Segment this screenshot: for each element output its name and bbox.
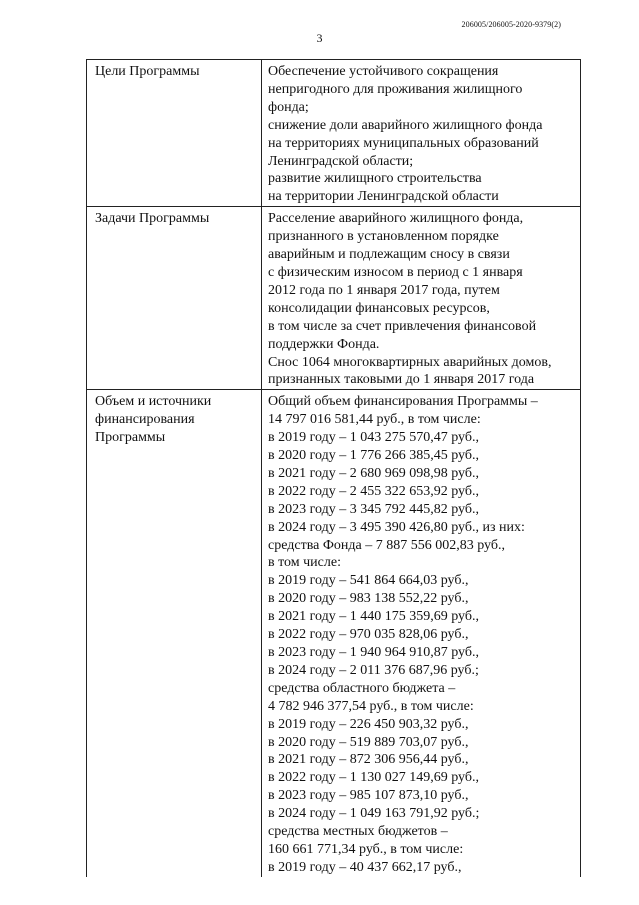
- row-content-line: поддержки Фонда.: [268, 336, 380, 352]
- row-content-line: признанных таковыми до 1 января 2017 года: [268, 372, 535, 388]
- row-content-line: фонда;: [268, 99, 309, 115]
- row-content-line: в 2024 году – 1 049 163 791,92 руб.;: [268, 806, 480, 822]
- row-label-cell: [87, 60, 262, 207]
- row-content-line: в 2022 году – 970 035 828,06 руб.,: [268, 627, 469, 643]
- row-content-line: в 2021 году – 872 306 956,44 руб.,: [268, 752, 469, 768]
- row-label-cell: [87, 390, 262, 877]
- row-content-line: в 2022 году – 2 455 322 653,92 руб.,: [268, 483, 479, 499]
- row-funding: [87, 390, 581, 877]
- program-passport-table: [86, 59, 581, 877]
- row-content-line: на территории Ленинградской области: [268, 189, 499, 205]
- row-content-line: в 2023 году – 985 107 873,10 руб.,: [268, 788, 469, 804]
- row-content-line: в 2019 году – 1 043 275 570,47 руб.,: [268, 430, 479, 446]
- row-label-line: Объем и источники: [95, 394, 212, 410]
- row-content-line: в 2019 году – 226 450 903,32 руб.,: [268, 716, 469, 732]
- row-label-line: Цели Программы: [95, 64, 200, 79]
- row-content-line: консолидации финансовых ресурсов,: [268, 300, 490, 316]
- row-label-cell: [87, 207, 262, 390]
- row-content-line: 14 797 016 581,44 руб., в том числе:: [268, 412, 481, 428]
- row-content-line: в 2020 году – 519 889 703,07 руб.,: [268, 734, 469, 750]
- row-content-line: признанного в установленном порядке: [268, 229, 499, 245]
- row-content-cell: [262, 390, 581, 877]
- row-label-line: финансирования: [95, 412, 195, 428]
- row-content-line: в 2021 году – 1 440 175 359,69 руб.,: [268, 609, 479, 625]
- row-content-line: в 2024 году – 2 011 376 687,96 руб.;: [268, 662, 479, 678]
- row-content-line: в 2023 году – 3 345 792 445,82 руб.,: [268, 501, 479, 517]
- row-goals: [87, 60, 581, 207]
- row-content-line: на территориях муниципальных образований: [268, 135, 539, 151]
- row-content-line: в том числе за счет привлечения финансовой: [268, 318, 537, 334]
- row-tasks: [87, 207, 581, 390]
- row-label-line: Задачи Программы: [95, 211, 210, 227]
- row-content-line: в 2020 году – 1 776 266 385,45 руб.,: [268, 448, 479, 464]
- row-content-line: средства местных бюджетов –: [268, 824, 448, 840]
- row-content-line: с физическим износом в период с 1 января: [268, 264, 523, 280]
- row-content-line: 2012 года по 1 января 2017 года, путем: [268, 282, 500, 298]
- row-content-line: Снос 1064 многоквартирных аварийных домов,: [268, 354, 552, 370]
- row-content-line: снижение доли аварийного жилищного фонда: [268, 117, 543, 133]
- row-content-line: непригодного для проживания жилищного: [268, 81, 523, 97]
- row-content-line: в 2019 году – 541 864 664,03 руб.,: [268, 573, 469, 589]
- row-content-line: в 2020 году – 983 138 552,22 руб.,: [268, 591, 469, 607]
- row-content-line: Ленинградской области;: [268, 153, 414, 169]
- row-content-line: Обеспечение устойчивого сокращения: [268, 64, 499, 79]
- document-code: 206005/206005-2020-9379(2): [461, 20, 561, 29]
- row-content-line: в том числе:: [268, 555, 341, 571]
- row-content-cell: [262, 207, 581, 390]
- row-content-line: в 2024 году – 3 495 390 426,80 руб., из них:: [268, 519, 525, 535]
- row-content-line: средства областного бюджета –: [268, 680, 456, 696]
- row-content-line: в 2019 году – 40 437 662,17 руб.,: [268, 859, 462, 875]
- row-content-line: 160 661 771,34 руб., в том числе:: [268, 841, 464, 857]
- row-label-line: Программы: [95, 430, 166, 446]
- page-number: 3: [316, 31, 323, 45]
- row-content-line: в 2023 году – 1 940 964 910,87 руб.,: [268, 645, 479, 660]
- row-content-line: развитие жилищного строительства: [268, 171, 482, 187]
- row-content-line: аварийным и подлежащим сносу в связи: [268, 247, 510, 263]
- row-content-cell: [262, 60, 581, 207]
- row-content-line: 4 782 946 377,54 руб., в том числе:: [268, 698, 474, 714]
- row-content-line: в 2021 году – 2 680 969 098,98 руб.,: [268, 465, 479, 481]
- row-content-line: Общий объем финансирования Программы –: [268, 394, 538, 410]
- row-content-line: в 2022 году – 1 130 027 149,69 руб.,: [268, 770, 479, 786]
- row-content-line: Расселение аварийного жилищного фонда,: [268, 211, 524, 227]
- table-body: [87, 60, 581, 877]
- row-content-line: средства Фонда – 7 887 556 002,83 руб.,: [268, 537, 505, 553]
